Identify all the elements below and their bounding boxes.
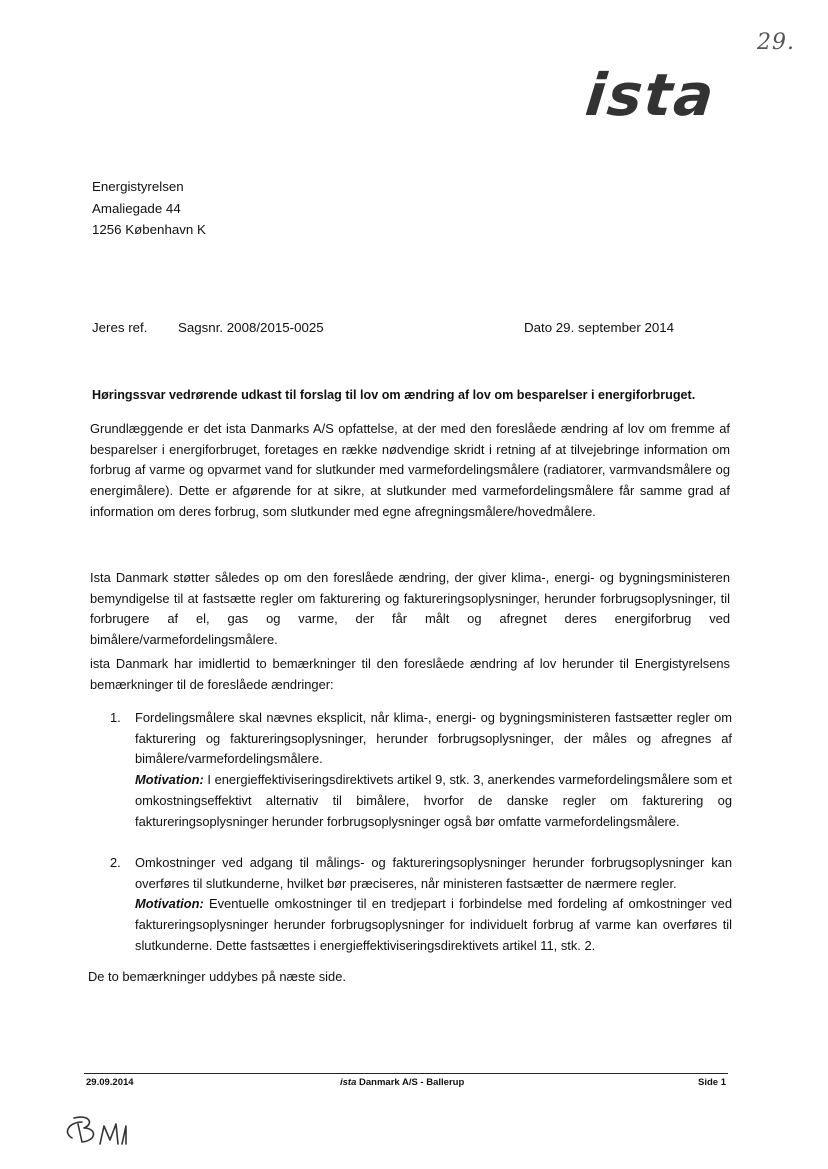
recipient-address [92,176,206,241]
footer-company-name: Danmark A/S - Ballerup [359,1077,465,1088]
reference-label: Jeres ref. [92,320,148,335]
footer-company [340,1077,464,1088]
remark-text: Omkostninger ved adgang til målings- og faktureringsoplysninger herunder forbrugsoplysninger kan overføres til slutkunderne, hvilket bør præciseres, når ministeren fastsætter de nærmere regler. [135,855,732,891]
recipient-name: Energistyrelsen [92,179,184,194]
letter-date: Dato 29. september 2014 [524,320,675,335]
footer-date: 29.09.2014 [86,1077,134,1088]
footer-brand: ista [340,1077,357,1088]
handwritten-page-number: 29. [757,30,795,55]
closing-sentence: De to bemærkninger uddybes på næste side. [88,969,346,984]
list-number: 1. [110,710,121,725]
list-item-body [135,708,732,832]
motivation-text: Eventuelle omkostninger til en tredjepart i forbindelse med fordeling af omkostninger ved faktureringsoplysninger herunder forbrugsoplysninger for individuelt forbrug af varme kan overføres til slutkunderne. Dette fastsættes i energieffektiviseringsdirektivets artikel 11, stk. 2. [135,896,732,953]
handwritten-signature [60,1110,140,1155]
footer-divider [84,1073,728,1074]
motivation-label: Motivation: [135,772,204,788]
paragraph-remarks-intro: ista Danmark har imidlertid to bemærkninger til den foreslåede ændring af lov herunder til Energistyrelsens bemærkninger til de foreslåede ændringer: [90,656,730,692]
motivation-text: I energieffektiviseringsdirektivets artikel 9, stk. 3, anerkendes varmefordelingsmålere som et omkostningseffektivt alternativ til bimålere, hvorfor de danske regler om fakturering og faktureringsoplysninger herunder forbrugsoplysninger også bør omfatte varmefordelingsmålere. [135,772,733,829]
paragraph-support: Ista Danmark støtter således op om den foreslåede ændring, der giver klima-, energi- og bygningsministeren bemyndigelse til at fastsætte regler om fakturering og faktureringsoplysninger, herunder forbrugsoplysninger, til forbrugere af el, gas og varme, der får målt og afregnet deres energiforbrug ved bimålere/varmefordelingsmålere. [90,570,730,648]
paragraph-intro: Grundlæggende er det ista Danmarks A/S opfattelse, at der med den foreslåede ændring af lov om fremme af besparelser i energiforbruget, foretages en række nødvendige skridt i retning af at tilvejebringe information om forbrug af varme og opvarmet vand for slutkunder med varmefordelingsmålere (radiatorer, varmvandsmålere og energimålere). Dette er afgørende for at sikre, at slutkunder med varmefordelingsmålere får samme grad af information om deres forbrug, som slutkunder med egne afregningsmålere/hovedmålere. [90,421,730,519]
list-number: 2. [110,855,121,870]
motivation-label: Motivation: [135,896,204,912]
remark-text: Fordelingsmålere skal nævnes eksplicit, når klima-, energi- og bygningsministeren fastsætter regler om fakturering og faktureringsoplysninger, herunder forbrugsoplysninger, der måles og afregnes af bimålere/varmefordelingsmålere. [135,710,732,767]
footer-page-number: Side 1 [698,1077,726,1088]
recipient-city: 1256 København K [92,222,206,237]
recipient-street: Amaliegade 44 [92,200,181,216]
subject-line: Høringssvar vedrørende udkast til forslag til lov om ændring af lov om besparelser i energiforbruget. [92,388,696,402]
case-number: Sagsnr. 2008/2015-0025 [178,320,324,335]
list-item-body [135,853,732,957]
ista-logo: ista [582,61,719,129]
